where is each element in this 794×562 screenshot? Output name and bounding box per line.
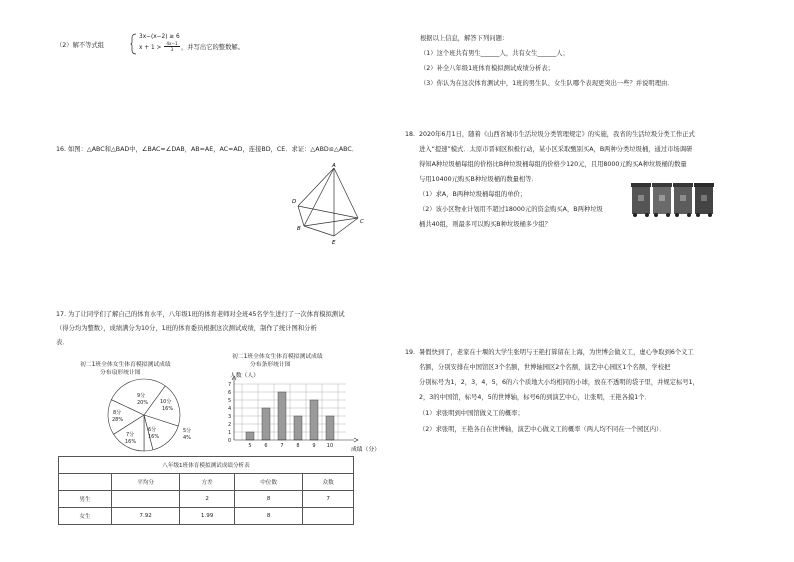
q18-sub-2b: 桶共40组，则最多可以购买B种垃圾桶多少组？: [419, 221, 551, 228]
bar-6: [262, 408, 270, 440]
x-tick-label: 10: [326, 443, 334, 449]
pie-label-7: 7分: [126, 432, 135, 438]
pie-pct-9: 20%: [137, 400, 149, 406]
y-tick-label: 4: [228, 405, 232, 412]
pie-pct-10: 16%: [162, 406, 174, 412]
q18-number: 18.: [405, 131, 416, 138]
x-tick-label: 5: [248, 443, 252, 449]
table-row: [59, 508, 354, 525]
point-label-c: C: [360, 219, 364, 225]
q16-number: 16.: [56, 146, 67, 153]
bar-chart-title-2: 分布条形统计图: [250, 362, 291, 368]
bar-7: [278, 392, 286, 440]
point-label-d: D: [292, 199, 297, 205]
table-cell: 7.92: [112, 508, 180, 525]
analysis-table: [58, 456, 354, 525]
pie-pct-8: 28%: [112, 417, 124, 423]
bar-chart-xlabel: 成绩（分）: [351, 447, 380, 453]
bar-9: [310, 400, 318, 440]
pie-label-6: 6分: [148, 427, 157, 433]
x-tick-label: 8: [296, 443, 300, 449]
table-row: [59, 491, 354, 508]
q15-part2-suffix: ，并写出它的整数解。: [181, 44, 244, 51]
bar-8: [294, 416, 302, 440]
trash-bin-icon: [652, 183, 672, 217]
pie-pct-6: 16%: [148, 434, 160, 440]
fraction-numerator: 4x−1: [164, 41, 180, 47]
table-cell: [112, 491, 180, 508]
q17-number: 17.: [56, 311, 67, 318]
table-cell: 1.99: [180, 508, 235, 525]
trash-bin-icon: [673, 183, 693, 217]
x-axis-arrow-icon: [354, 438, 358, 442]
q18-line-3: 得知A种垃圾桶每组的价格比B种垃圾桶每组的价格少120元，且用8000元购买A种垃圾桶的数量: [419, 161, 687, 168]
y-tick-label: 7: [228, 381, 232, 388]
q16-text: 如图：△ABC和△BAD中，∠BAC=∠DAB，AB=AE，AC=AD，连接BD，CE．求证：△ABD≌△ABC．: [68, 146, 359, 153]
x-tick-label: 7: [280, 443, 284, 449]
table-header-cell: 平均分: [112, 474, 180, 491]
trash-bin-icon: [694, 183, 714, 217]
pie-chart-title-1: 初二1班全体女生体育模拟测试成绩: [80, 362, 171, 368]
fraction-denominator: 3: [170, 47, 174, 52]
y-tick-label: 3: [228, 413, 232, 420]
q16-geometry-figure: [284, 160, 370, 246]
pie-label-5: 5分: [183, 428, 192, 434]
pie-label-9: 9分: [137, 393, 146, 399]
trash-bins-image: [630, 180, 716, 218]
table-cell: 2: [180, 491, 235, 508]
q19-line-2: 名额，分别安排在中国馆区3个名额，世博轴园区2个名额，演艺中心园区1个名额，学校把: [419, 364, 671, 371]
q18-line-2: 进入“提速”模式．太原市晋祠区积极行动，某小区采取甄别买A，B两种分类垃圾桶，通过市场调研: [419, 146, 693, 153]
table-header-cell: 众数: [303, 474, 354, 491]
pie-chart-title-2: 分布扇形统计图: [100, 370, 141, 376]
q17-line-2: （得分均为整数），成绩满分为10分，1班的体育委员根据这次测试成绩，制作了统计图和分析: [56, 325, 317, 332]
q17-line-1: 为了让同学们了解自己的体育水平，八年级1班的体育老师对全班45名学生进行了一次体育模拟测试: [68, 311, 345, 318]
inequality-line-2-lhs: x + 1 >: [139, 45, 162, 51]
q17-line-3: 表．: [56, 339, 69, 346]
table-header-cell: [59, 474, 112, 491]
q19-line-3: 分别标号为1，2，3，4，5，6的六个质地大小均相同的小球，放在不透明的袋子里，并规定标号1，: [419, 379, 699, 386]
q18-line-1: 2020年6月1日，随着《山西省城市生活垃圾分类管理规定》的实施，我省的生活垃圾分类工作正式: [419, 131, 695, 138]
pie-chart: [104, 375, 204, 455]
point-label-e: E: [332, 240, 336, 246]
point-label-a: A: [332, 163, 336, 169]
bar-5: [246, 432, 254, 440]
q17-questions-intro: 根据以上信息，解答下列问题：: [420, 35, 509, 42]
point-label-b: B: [297, 226, 301, 232]
q18-sub-1: （1）求A，B两种垃圾桶每组的单价；: [419, 191, 527, 198]
analysis-table-wrapper: [58, 456, 354, 525]
q18-line-4: 与用10400元购买B种垃圾桶的数量相等．: [419, 176, 538, 183]
table-cell: 8: [234, 508, 302, 525]
pie-label-10: 10分: [160, 399, 172, 405]
q19-sub-2: （2）求张明，王艳各自在世博轴，演艺中心做义工的概率（两人均不同在一个园区内）．: [419, 426, 666, 433]
inequality-fraction: [164, 41, 180, 52]
y-tick-label: 2: [228, 421, 232, 428]
pie-pct-5: 4%: [183, 435, 191, 441]
x-tick-label: 9: [312, 443, 316, 449]
trash-bin-icon: [631, 183, 651, 217]
pie-label-8: 8分: [113, 410, 122, 416]
inequality-line-1: 3x−(x−2) ≥ 6: [139, 34, 180, 40]
pie-pct-7: 16%: [125, 439, 137, 445]
inequality-brace: [130, 33, 138, 55]
bar-10: [326, 416, 334, 440]
table-header-cell: 中位数: [234, 474, 302, 491]
table-cell: 女生: [59, 508, 112, 525]
q17-question-1: （1）这个班共有男生______人，共有女生______人；: [420, 50, 569, 57]
q19-line-4: 2，3的中国馆，标号4，5的世博轴，标号6的到演艺中心，让张明，王艳各摸1个．: [419, 394, 651, 401]
x-tick-label: 6: [264, 443, 268, 449]
q19-number: 19.: [405, 349, 416, 356]
q15-part2-prefix: （2）解不等式组: [56, 42, 105, 49]
analysis-table-title: 八年级1班体育模拟测试成绩分析表: [59, 457, 354, 474]
table-cell: 8: [234, 491, 302, 508]
bar-chart-title-1: 初二1班全体女生体育模拟测试成绩: [232, 354, 323, 360]
y-tick-label: 0: [228, 437, 232, 444]
table-row: [59, 474, 354, 491]
y-tick-label: 6: [228, 389, 232, 396]
y-tick-label: 5: [228, 397, 232, 404]
table-header-cell: 方差: [180, 474, 235, 491]
table-cell: 男生: [59, 491, 112, 508]
bar-chart-ylabel: 人数（人）: [230, 373, 259, 379]
bar-chart: [214, 368, 384, 458]
table-cell: [303, 508, 354, 525]
q17-question-2: （2）补全八年级1班体育模拟测试成绩分析表；: [420, 65, 554, 72]
q19-line-1: 暑假快到了，老家在十堰的大学生张明与王艳打算留在上海，为世博会做义工，虚心争取到6个义工: [419, 349, 694, 356]
table-cell: 7: [303, 491, 354, 508]
q19-sub-1: （1）求张明到中国馆做义工的概率；: [419, 410, 524, 417]
y-tick-label: 1: [228, 429, 232, 436]
q18-sub-2a: （2）该小区物业计划用不超过18000元的资金购买A，B两种垃圾: [419, 206, 603, 213]
q17-question-3: （3）你认为在这次体育测试中，1班的男生队、女生队哪个表现更突出一些？并说明理由．: [420, 80, 674, 87]
